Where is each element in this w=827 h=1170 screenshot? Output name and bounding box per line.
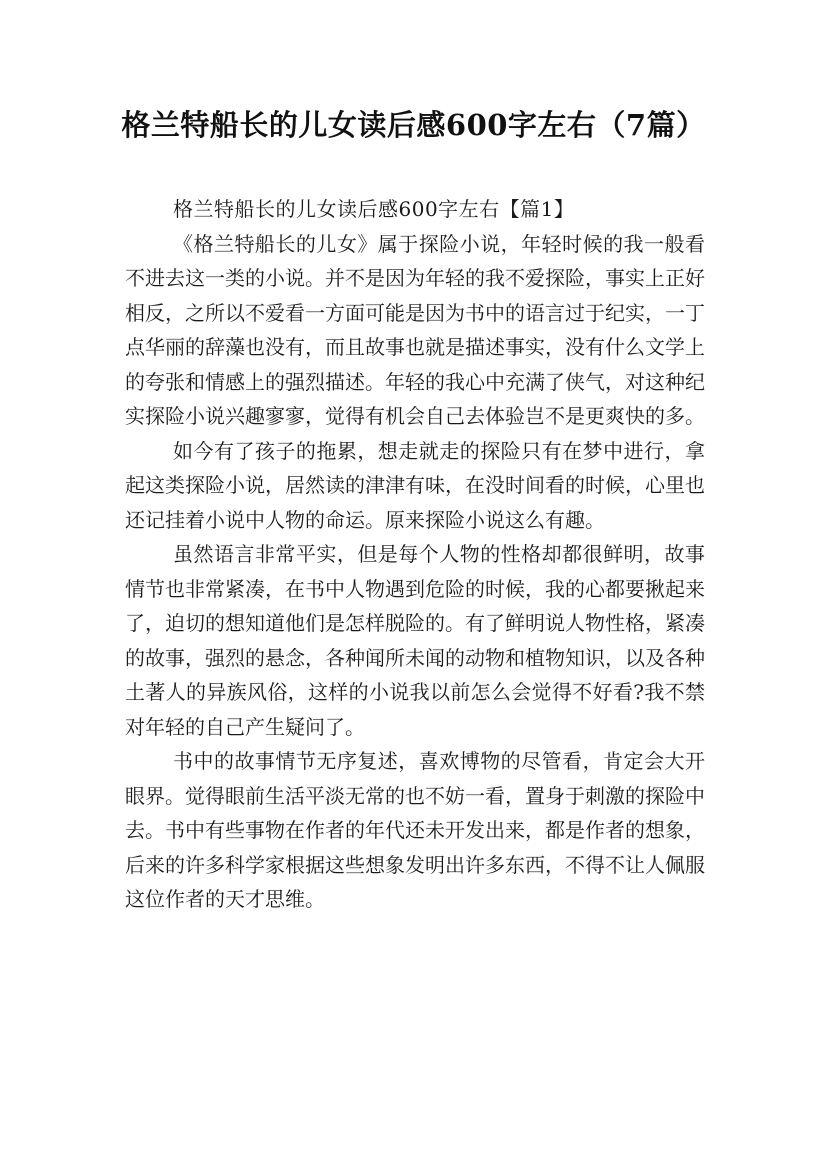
document-title: 格兰特船长的儿女读后感600字左右（7篇） [121, 108, 706, 142]
paragraph-3: 虽然语言非常平实，但是每个人物的性格却都很鲜明，故事情节也非常紧凑，在书中人物遇到危险的时候，我的心都要揪起来了，迫切的想知道他们是怎样脱险的。有了鲜明说人物性格，紧凑的故事，强烈的悬念，各种闻所未闻的动物和植物知识，以及各种土著人的异族风俗，这样的小说我以前怎么会觉得不好看?我不禁对年轻的自己产生疑问了。 [125, 542, 705, 739]
section-heading: 格兰特船长的儿女读后感600字左右【篇1】 [173, 197, 575, 221]
document-body [125, 192, 705, 917]
paragraph-4: 书中的故事情节无序复述，喜欢博物的尽管看，肯定会大开眼界。觉得眼前生活平淡无常的也不妨一看，置身于刺激的探险中去。书中有些事物在作者的年代还未开发出来，都是作者的想象，后来的许多科学家根据这些想象发明出许多东西，不得不让人佩服这位作者的天才思维。 [125, 749, 705, 911]
paragraph-2: 如今有了孩子的拖累，想走就走的探险只有在梦中进行，拿起这类探险小说，居然读的津津有味，在没时间看的时候，心里也还记挂着小说中人物的命运。原来探险小说这么有趣。 [125, 438, 705, 532]
paragraph-1: 《格兰特船长的儿女》属于探险小说，年轻时候的我一般看不进去这一类的小说。并不是因为年轻的我不爱探险，事实上正好相反，之所以不爱看一方面可能是因为书中的语言过于纪实，一丁点华丽的辞藻也没有，而且故事也就是描述事实，没有什么文学上的夸张和情感上的强烈描述。年轻的我心中充满了侠气，对这种纪实探险小说兴趣寥寥，觉得有机会自己去体验岂不是更爽快的多。 [125, 231, 705, 428]
